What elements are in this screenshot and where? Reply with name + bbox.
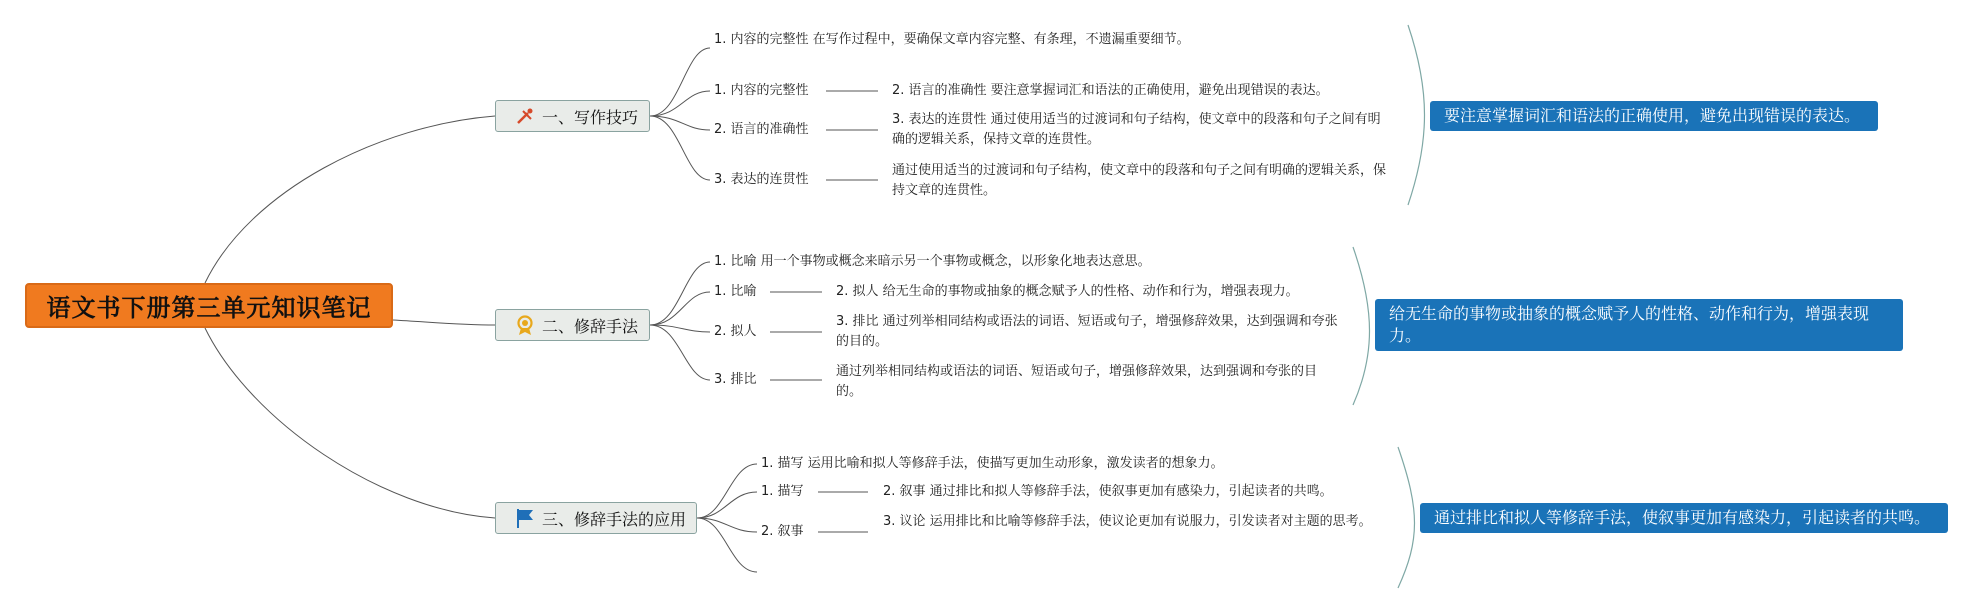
branch1-item-3: 3. 表达的连贯性 [714, 172, 809, 187]
branch-title: 一、写作技巧 [542, 107, 639, 127]
branch1-detail-2: 3. 表达的连贯性 通过使用适当的过渡词和句子结构，使文章中的段落和句子之间有明确的逻辑关系，保持文章的连贯性。 [892, 112, 1381, 147]
branch2-intro: 1. 比喻 用一个事物或概念来暗示另一个事物或概念，以形象化地表达意思。 [714, 254, 1151, 269]
branch3-intro: 1. 描写 运用比喻和拟人等修辞手法，使描写更加生动形象，激发读者的想象力。 [761, 456, 1224, 471]
branch2-item-2: 2. 拟人 [714, 324, 757, 339]
branch2-detail-3: 通过列举相同结构或语法的词语、短语或句子，增强修辞效果，达到强调和夸张的目的。 [836, 364, 1318, 399]
branch3-detail-2: 3. 议论 运用排比和比喻等修辞手法，使议论更加有说服力，引发读者对主题的思考。 [883, 514, 1372, 529]
tools-icon [514, 105, 536, 127]
branch2-detail-1: 2. 拟人 给无生命的事物或抽象的概念赋予人的性格、动作和行为，增强表现力。 [836, 284, 1299, 299]
flag-icon [514, 507, 536, 529]
root-topic[interactable] [25, 283, 393, 328]
root-title: 语文书下册第三单元知识笔记 [46, 294, 372, 322]
branch2-item-1: 1. 比喻 [714, 284, 757, 299]
branch3-summary: 通过排比和拟人等修辞手法，使叙事更加有感染力，引起读者的共鸣。 [1420, 503, 1948, 533]
branch3-item-1: 1. 描写 [761, 484, 804, 499]
branch-title: 二、修辞手法 [542, 316, 639, 336]
branch3-item-2: 2. 叙事 [761, 524, 804, 539]
medal-icon [514, 314, 536, 336]
branch2-detail-2: 3. 排比 通过列举相同结构或语法的词语、短语或句子，增强修辞效果，达到强调和夸张的目的。 [836, 314, 1338, 349]
branch1-detail-1: 2. 语言的准确性 要注意掌握词汇和语法的正确使用，避免出现错误的表达。 [892, 83, 1329, 98]
branch-writing-skills[interactable] [495, 100, 650, 132]
branch1-summary: 要注意掌握词汇和语法的正确使用，避免出现错误的表达。 [1430, 101, 1878, 131]
branch1-intro: 1. 内容的完整性 在写作过程中，要确保文章内容完整、有条理，不遗漏重要细节。 [714, 32, 1190, 47]
branch-title: 三、修辞手法的应用 [542, 509, 687, 529]
branch-rhetoric[interactable] [495, 309, 650, 341]
branch-rhetoric-application[interactable] [495, 502, 697, 534]
branch1-detail-3: 通过使用适当的过渡词和句子结构，使文章中的段落和句子之间有明确的逻辑关系，保持文章的连贯性。 [892, 163, 1387, 198]
branch2-item-3: 3. 排比 [714, 372, 757, 387]
branch1-item-2: 2. 语言的准确性 [714, 122, 809, 137]
branch3-detail-1: 2. 叙事 通过排比和拟人等修辞手法，使叙事更加有感染力，引起读者的共鸣。 [883, 484, 1333, 499]
branch1-item-1: 1. 内容的完整性 [714, 83, 809, 98]
branch2-summary: 给无生命的事物或抽象的概念赋予人的性格、动作和行为，增强表现力。 [1375, 299, 1903, 351]
